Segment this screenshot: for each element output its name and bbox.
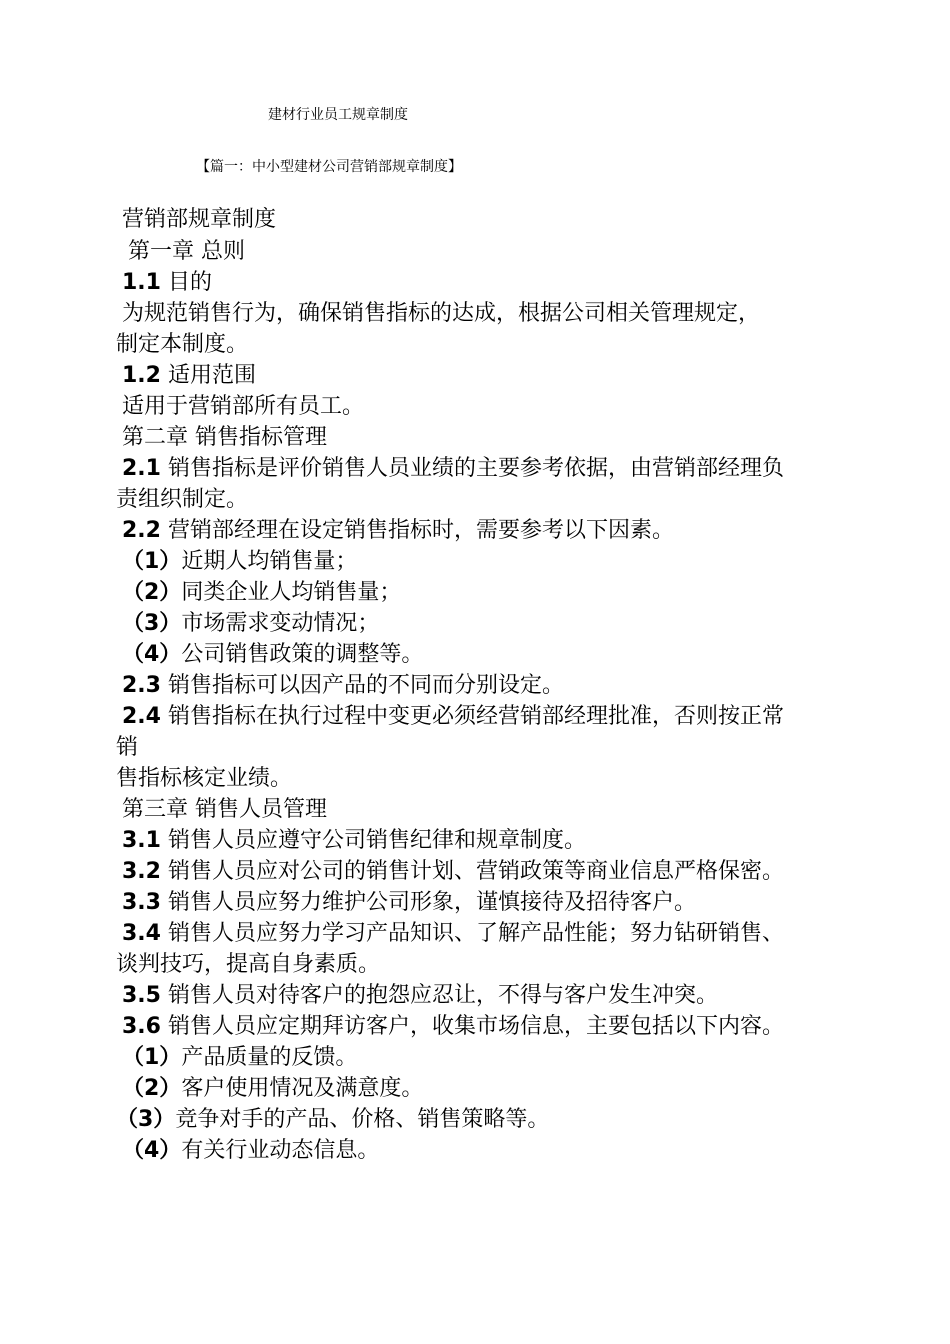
line-num: 2.2 [122,518,161,543]
line-text: 适用于营销部所有员工。 [122,394,365,419]
line-num: （2） [122,1076,182,1101]
paragraph-line [122,392,364,422]
line-text: 责组织制定。 [116,487,249,512]
line-text: 第一章 总则 [128,239,245,264]
line-text: 售指标核定业绩。 [116,766,293,791]
line-num: （3） [116,1107,176,1132]
section-line [122,702,784,732]
line-text: 目的 [160,270,212,295]
line-text: 销售人员对待客户的抱怨应忍让，不得与客户发生冲突。 [160,983,718,1008]
line-text: 第二章 销售指标管理 [122,425,327,450]
line-num: （1） [122,1045,182,1070]
list-item [122,1074,423,1104]
document-subtitle: 【篇一：中小型建材公司营销部规章制度】 [196,159,462,175]
section-line [122,516,674,546]
section-line [122,981,718,1011]
line-text: 销售指标是评价销售人员业绩的主要参考依据，由营销部经理负 [160,456,784,481]
line-num: 3.5 [122,983,161,1008]
line-num: 3.6 [122,1014,161,1039]
list-item [122,578,401,608]
line-text: 同类企业人均销售量； [181,580,402,605]
line-text: 产品质量的反馈。 [181,1045,358,1070]
paragraph-line [116,733,138,763]
chapter-heading [122,795,327,825]
line-num: 2.3 [122,673,161,698]
section-line [122,857,784,887]
line-text: 为规范销售行为，确保销售指标的达成，根据公司相关管理规定， [122,301,761,326]
line-text: 销售人员应努力维护公司形象，谨慎接待及招待客户。 [160,890,696,915]
line-text: 市场需求变动情况； [181,611,380,636]
line-text: 适用范围 [160,363,256,388]
line-num: 3.3 [122,890,161,915]
line-text: 销 [116,735,139,760]
line-text: 销售人员应定期拜访客户，收集市场信息，主要包括以下内容。 [160,1014,784,1039]
line-num: 2.1 [122,456,161,481]
line-num: 1.2 [122,363,161,388]
section-line [122,826,586,856]
line-num: （4） [122,642,182,667]
line-text: 公司销售政策的调整等。 [181,642,424,667]
line-text: 销售指标在执行过程中变更必须经营销部经理批准，否则按正常 [160,704,784,729]
line-text: 销售指标可以因产品的不同而分别设定。 [160,673,564,698]
list-item [122,547,357,577]
heading-marketing-rules [122,205,276,235]
list-item [116,1105,549,1135]
line-text: 有关行业动态信息。 [181,1138,380,1163]
line-num: 1.1 [122,270,161,295]
document-title: 建材行业员工规章制度 [268,107,408,123]
line-text: 近期人均销售量； [181,549,358,574]
line-text: 竞争对手的产品、价格、销售策略等。 [175,1107,550,1132]
line-text: 制定本制度。 [116,332,249,357]
section-line [122,454,784,484]
section-heading [122,361,256,391]
chapter-heading [128,237,245,267]
line-num: 3.4 [122,921,161,946]
paragraph-line [122,299,760,329]
section-line [122,919,784,949]
line-num: 3.2 [122,859,161,884]
list-item [122,1043,357,1073]
paragraph-line [116,330,248,360]
section-heading [122,268,212,298]
line-num: 2.4 [122,704,161,729]
line-num: 3.1 [122,828,161,853]
line-num: （4） [122,1138,182,1163]
line-num: （2） [122,580,182,605]
line-text: 销售人员应遵守公司销售纪律和规章制度。 [160,828,586,853]
paragraph-line [116,485,248,515]
line-text: 营销部规章制度 [122,207,277,232]
line-text: 营销部经理在设定销售指标时，需要参考以下因素。 [160,518,674,543]
section-line [122,1012,784,1042]
list-item [122,1136,379,1166]
list-item [122,609,379,639]
paragraph-line [116,950,380,980]
list-item [122,640,423,670]
line-num: （1） [122,549,182,574]
chapter-heading [122,423,327,453]
paragraph-line [116,764,292,794]
line-text: 销售人员应努力学习产品知识、了解产品性能；努力钻研销售、 [160,921,784,946]
line-num: （3） [122,611,182,636]
line-text: 客户使用情况及满意度。 [181,1076,424,1101]
section-line [122,888,696,918]
line-text: 销售人员应对公司的销售计划、营销政策等商业信息严格保密。 [160,859,784,884]
line-text: 第三章 销售人员管理 [122,797,327,822]
line-text: 谈判技巧，提高自身素质。 [116,952,381,977]
section-line [122,671,564,701]
